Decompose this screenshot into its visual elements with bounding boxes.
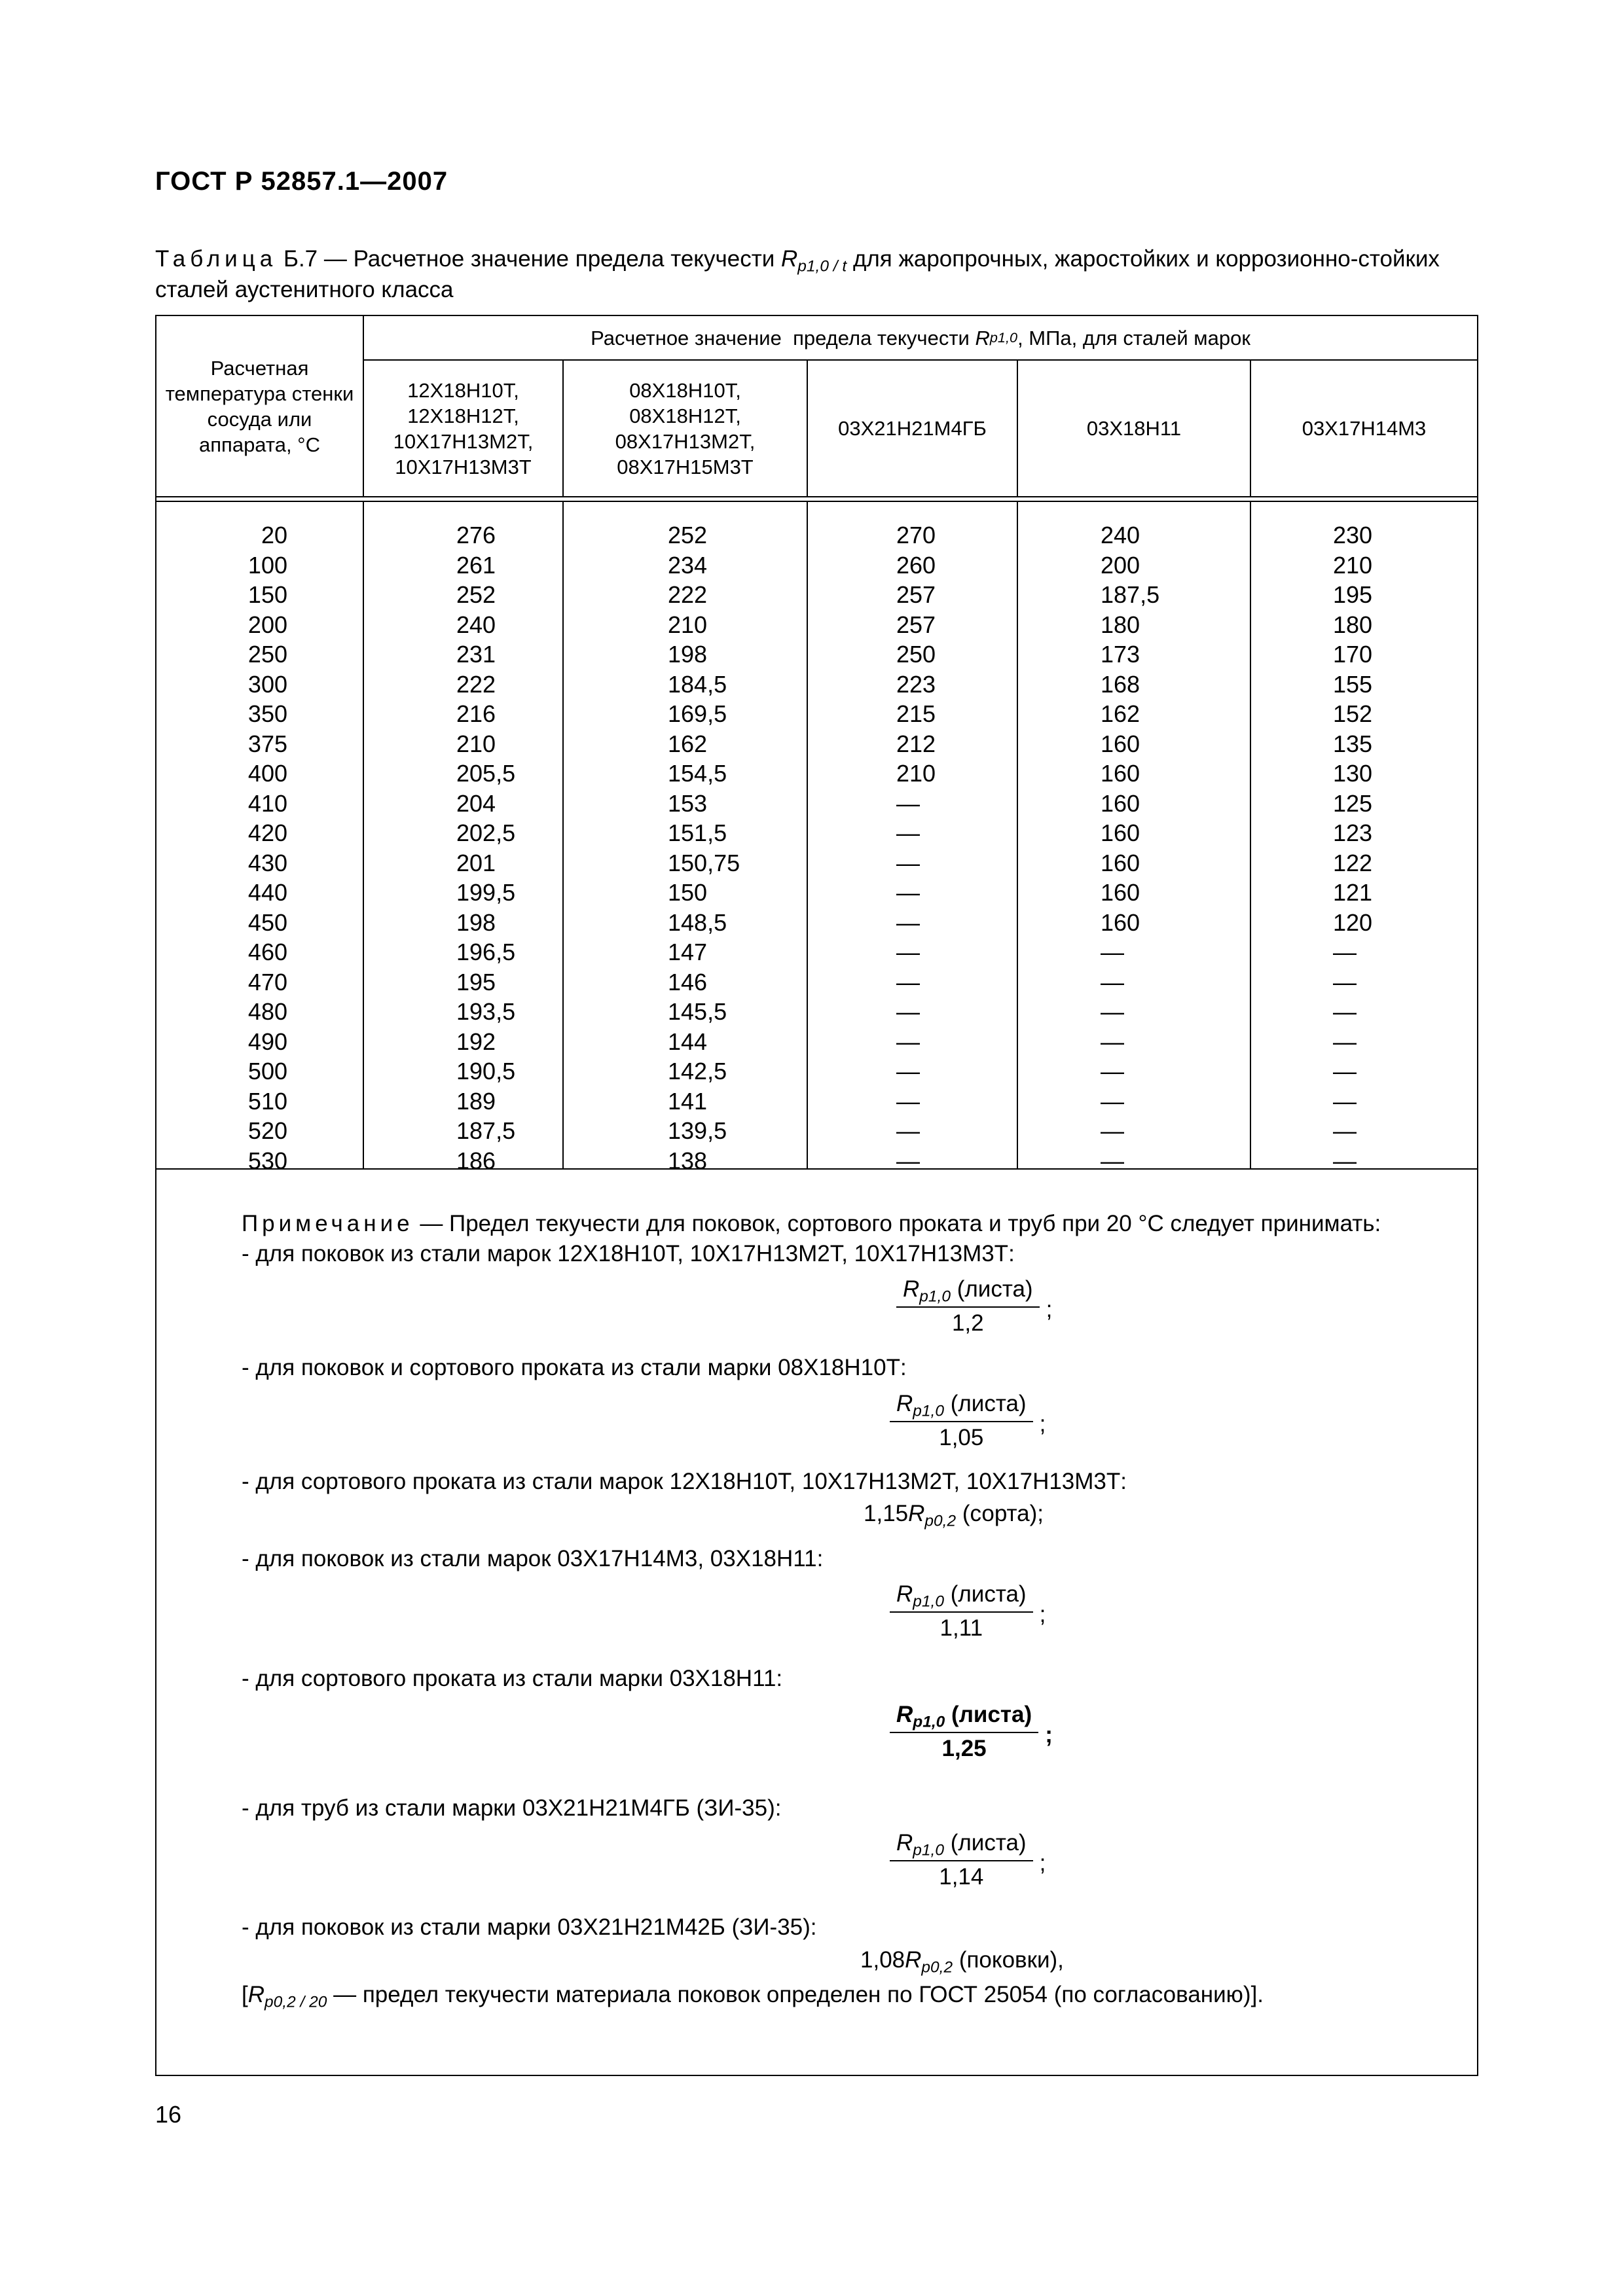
note-final-text: — предел текучести материала поковок определен по ГОСТ 25054 (по согласованию)]. [327,1982,1264,2007]
value-cell: 192 [456,1028,496,1055]
formula-7-tail: (поковки), [953,1947,1064,1973]
value-cell: 141 [668,1087,708,1115]
final-sub: p0,2 / 20 [264,1993,327,2011]
value-cell: 138 [668,1147,708,1174]
temperature-cell: 420 [247,819,287,846]
formula-symbol: R [247,1982,265,2007]
semicolon: ; [1039,1602,1046,1627]
value-cell: 120 [1333,908,1373,936]
value-cell: 240 [1101,522,1140,548]
value-cell: 160 [1101,849,1140,876]
formula-7-coefficient: 1,08 [860,1947,905,1973]
formula-symbol: R [896,1391,913,1416]
value-cell: 230 [1333,522,1373,548]
formula-3-tail: (сорта); [956,1501,1044,1526]
value-cell: 160 [1101,879,1140,906]
value-cell: 204 [456,789,496,817]
value-cell: 187,5 [456,1117,516,1144]
note-line-2: - для поковок и сортового проката из стали марки 08Х18Н10Т: [242,1355,907,1380]
formula-1-denominator: 1,2 [951,1310,984,1336]
value-cell: 257 [896,611,936,638]
value-cell: 198 [668,641,708,668]
steel-4-column [1101,520,1159,1175]
steel-header-1: 12Х18Н10Т, 12Х18Н12Т, 10Х17Н13М2Т, 10Х17Н13М3Т [393,378,534,478]
value-cell: — [1101,968,1124,996]
formula-2-denominator: 1,05 [939,1425,984,1450]
page-number: 16 [155,2101,182,2128]
formula-5-numerator: (листа) [951,1702,1032,1727]
temperature-column [156,520,287,1175]
open-bracket: [ [242,1982,248,2007]
caption-text: — Расчетное значение предела текучести [318,246,782,272]
value-cell: 201 [456,849,496,876]
value-cell: 252 [456,581,496,608]
note-line-1: - для поковок из стали марок 12Х18Н10Т, 10Х17Н13М2Т, 10Х17Н13М3Т: [242,1241,1015,1266]
temperature-cell: 200 [247,611,287,638]
caption-text-after: для жаропрочных, жаростойких и коррозионно-стойких сталей аустенитного класса [155,246,1440,302]
value-cell: — [1333,968,1357,996]
value-cell: — [896,1028,920,1055]
yield-strength-group-header [364,316,1477,359]
formula-4 [890,1580,1046,1643]
value-cell: 150 [668,879,708,906]
value-cell: 135 [1333,730,1373,757]
temperature-cell: 410 [247,789,287,817]
note-line-6: - для труб из стали марки 03Х21Н21М4ГБ (ЗИ-35): [242,1795,782,1821]
group-header-sub: p1,0 [989,329,1018,346]
value-cell: — [1101,1117,1124,1144]
value-cell: — [1101,939,1124,965]
formula-4-numerator: (листа) [950,1581,1027,1607]
temperature-cell: 500 [247,1058,287,1085]
value-cell: 170 [1333,641,1373,668]
value-cell: 123 [1333,819,1373,846]
document-title: ГОСТ Р 52857.1—2007 [155,167,448,196]
temperature-cell: 20 [261,522,287,548]
semicolon: ; [1045,1722,1053,1748]
formula-2-numerator: (листа) [950,1391,1027,1416]
value-cell: — [1101,1087,1124,1115]
value-cell: 257 [896,581,936,608]
value-cell: 210 [896,760,936,787]
steel-header-5: 03Х17Н14М3 [1302,417,1427,440]
value-cell: 130 [1333,760,1373,787]
temperature-cell: 440 [247,879,287,906]
group-header-symbol: R [975,326,990,350]
value-cell: 240 [456,611,496,638]
formula-symbol: R [896,1830,913,1856]
value-cell: — [1101,1058,1124,1085]
caption-label: Таблица [155,246,278,272]
temperature-column-header: Расчетная температура стенки сосуда или аппарата, °С [165,356,354,456]
value-cell: 200 [1101,551,1140,579]
caption-symbol-sub: p1,0 / t [797,257,847,276]
value-cell: 169,5 [668,700,727,727]
value-cell: — [1333,1087,1357,1115]
value-cell: 180 [1333,611,1373,638]
value-cell: — [896,998,920,1025]
formula-3 [864,1499,1044,1528]
temperature-cell: 480 [247,998,287,1025]
value-cell: 252 [668,522,708,548]
caption-symbol: R [781,246,798,272]
value-cell: — [896,849,920,876]
temperature-cell: 490 [247,1028,287,1055]
temperature-cell: 520 [247,1117,287,1144]
value-cell: — [896,1058,920,1085]
value-cell: 160 [1101,760,1140,787]
semicolon: ; [1039,1850,1046,1876]
formula-sub: p1,0 [913,1592,944,1611]
value-cell: — [896,939,920,965]
value-cell: 154,5 [668,760,727,787]
note-line-5: - для сортового проката из стали марки 03Х18Н11: [242,1666,783,1691]
value-cell: 212 [896,730,936,757]
note-line-7: - для поковок из стали марки 03Х21Н21М42Б (ЗИ-35): [242,1914,817,1940]
value-cell: 186 [456,1147,496,1174]
value-cell: 160 [1101,789,1140,817]
note-intro: — Предел текучести для поковок, сортового проката и труб при 20 °С следует принимать: [413,1211,1381,1236]
value-cell: 146 [668,968,708,996]
value-cell: 162 [1101,700,1140,727]
value-cell: 125 [1333,789,1373,817]
temperature-cell: 100 [247,551,287,579]
value-cell: 231 [456,641,496,668]
value-cell: 210 [668,611,708,638]
value-cell: 173 [1101,641,1140,668]
value-cell: 160 [1101,730,1140,757]
formula-1-numerator: (листа) [957,1276,1033,1302]
formula-6-numerator: (листа) [950,1830,1027,1856]
group-header-tail: , МПа, для сталей марок [1017,326,1250,350]
value-cell: 148,5 [668,908,727,936]
steel-5-column [1333,520,1372,1175]
value-cell: 145,5 [668,998,727,1025]
caption-number: Б.7 [283,246,318,272]
value-cell: 216 [456,700,496,727]
temperature-cell: 450 [247,908,287,936]
note-line-3: - для сортового проката из стали марок 12Х18Н10Т, 10Х17Н13М2Т, 10Х17Н13М3Т: [242,1469,1127,1494]
value-cell: 189 [456,1087,496,1115]
value-cell: 184,5 [668,670,727,698]
formula-5 [890,1700,1053,1763]
value-cell: — [1333,939,1357,965]
steel-1-column [456,520,515,1175]
value-cell: 195 [456,968,496,996]
value-cell: 193,5 [456,998,516,1025]
value-cell: 199,5 [456,879,516,906]
value-cell: 196,5 [456,939,516,965]
value-cell: 234 [668,551,708,579]
formula-symbol: R [905,1947,922,1973]
temperature-cell: 460 [247,939,287,965]
value-cell: 222 [456,670,496,698]
value-cell: 121 [1333,879,1373,906]
temperature-cell: 430 [247,849,287,876]
value-cell: 198 [456,908,496,936]
temperature-cell: 510 [247,1087,287,1115]
value-cell: 142,5 [668,1058,727,1085]
value-cell: 144 [668,1028,708,1055]
formula-sub: p1,0 [913,1713,945,1731]
note-final-line [242,1981,1264,2009]
value-cell: 153 [668,789,708,817]
semicolon: ; [1046,1297,1053,1322]
formula-7 [860,1946,1064,1975]
note-label: Примечание [242,1211,414,1236]
formula-2 [890,1390,1046,1452]
value-cell: — [1101,1147,1124,1174]
temperature-cell: 300 [247,670,287,698]
value-cell: 187,5 [1101,581,1160,608]
formula-symbol: R [903,1276,920,1302]
value-cell: 223 [896,670,936,698]
temperature-cell: 530 [247,1147,287,1174]
steel-2-column [668,520,740,1175]
value-cell: — [896,879,920,906]
value-cell: 195 [1333,581,1373,608]
value-cell: 205,5 [456,760,516,787]
temperature-cell: 150 [247,581,287,608]
formula-7-sub: p0,2 [921,1958,953,1977]
formula-sub: p1,0 [913,1402,944,1420]
value-cell: — [1333,1028,1357,1055]
value-cell: 250 [896,641,936,668]
value-cell: — [896,1147,920,1174]
value-cell: — [1333,1058,1357,1085]
temperature-cell: 400 [247,760,287,787]
value-cell: — [1333,1117,1357,1144]
value-cell: 162 [668,730,708,757]
group-header-text: Расчетное значение предела текучести [591,326,976,350]
value-cell: 210 [1333,551,1373,579]
steel-header-3: 03Х21Н21М4ГБ [838,417,987,440]
formula-sub: p1,0 [919,1287,951,1306]
value-cell: — [896,819,920,846]
steel-header-4: 03Х18Н11 [1086,417,1182,440]
value-cell: 215 [896,700,936,727]
value-cell: 210 [456,730,496,757]
value-cell: — [896,1087,920,1115]
value-cell: 151,5 [668,819,727,846]
value-cell: 222 [668,581,708,608]
value-cell: — [1333,1147,1357,1174]
formula-4-denominator: 1,11 [939,1615,983,1641]
formula-symbol: R [896,1702,913,1727]
yield-strength-table [155,315,1478,2076]
value-cell: 202,5 [456,819,516,846]
value-cell: 160 [1101,908,1140,936]
value-cell: 260 [896,551,936,579]
value-cell: 168 [1101,670,1140,698]
value-cell: — [896,968,920,996]
formula-5-denominator: 1,25 [941,1736,987,1761]
value-cell: 160 [1101,819,1140,846]
formula-symbol: R [896,1581,913,1607]
value-cell: — [896,789,920,817]
formula-6-denominator: 1,14 [939,1864,984,1890]
formula-sub: p1,0 [913,1841,944,1859]
formula-symbol: R [908,1501,925,1526]
value-cell: 147 [668,939,708,965]
value-cell: — [896,1117,920,1144]
temperature-cell: 250 [247,641,287,668]
table-caption [155,243,1471,305]
value-cell: 261 [456,551,496,579]
steel-header-2: 08Х18Н10Т, 08Х18Н12Т, 08Х17Н13М2Т, 08Х17Н15М3Т [615,378,756,478]
formula-1 [896,1275,1052,1338]
value-cell: 152 [1333,700,1373,727]
formula-6 [890,1829,1046,1892]
value-cell: 122 [1333,849,1373,876]
formula-3-coefficient: 1,15 [864,1501,909,1526]
value-cell: 139,5 [668,1117,727,1144]
value-cell: 190,5 [456,1058,516,1085]
formula-3-sub: p0,2 [924,1512,957,1530]
value-cell: 270 [896,522,936,548]
temperature-cell: 375 [247,730,287,757]
steel-3-column [896,520,936,1175]
value-cell: 155 [1333,670,1373,698]
temperature-cell: 470 [247,968,287,996]
value-cell: 150,75 [668,849,740,876]
value-cell: — [1101,1028,1124,1055]
value-cell: 276 [456,522,496,548]
value-cell: 180 [1101,611,1140,638]
value-cell: — [1101,998,1124,1025]
value-cell: — [1333,998,1357,1025]
temperature-cell: 350 [247,700,287,727]
value-cell: — [896,908,920,936]
semicolon: ; [1039,1411,1046,1437]
note-line-4: - для поковок из стали марок 03Х17Н14М3, 03Х18Н11: [242,1546,824,1571]
